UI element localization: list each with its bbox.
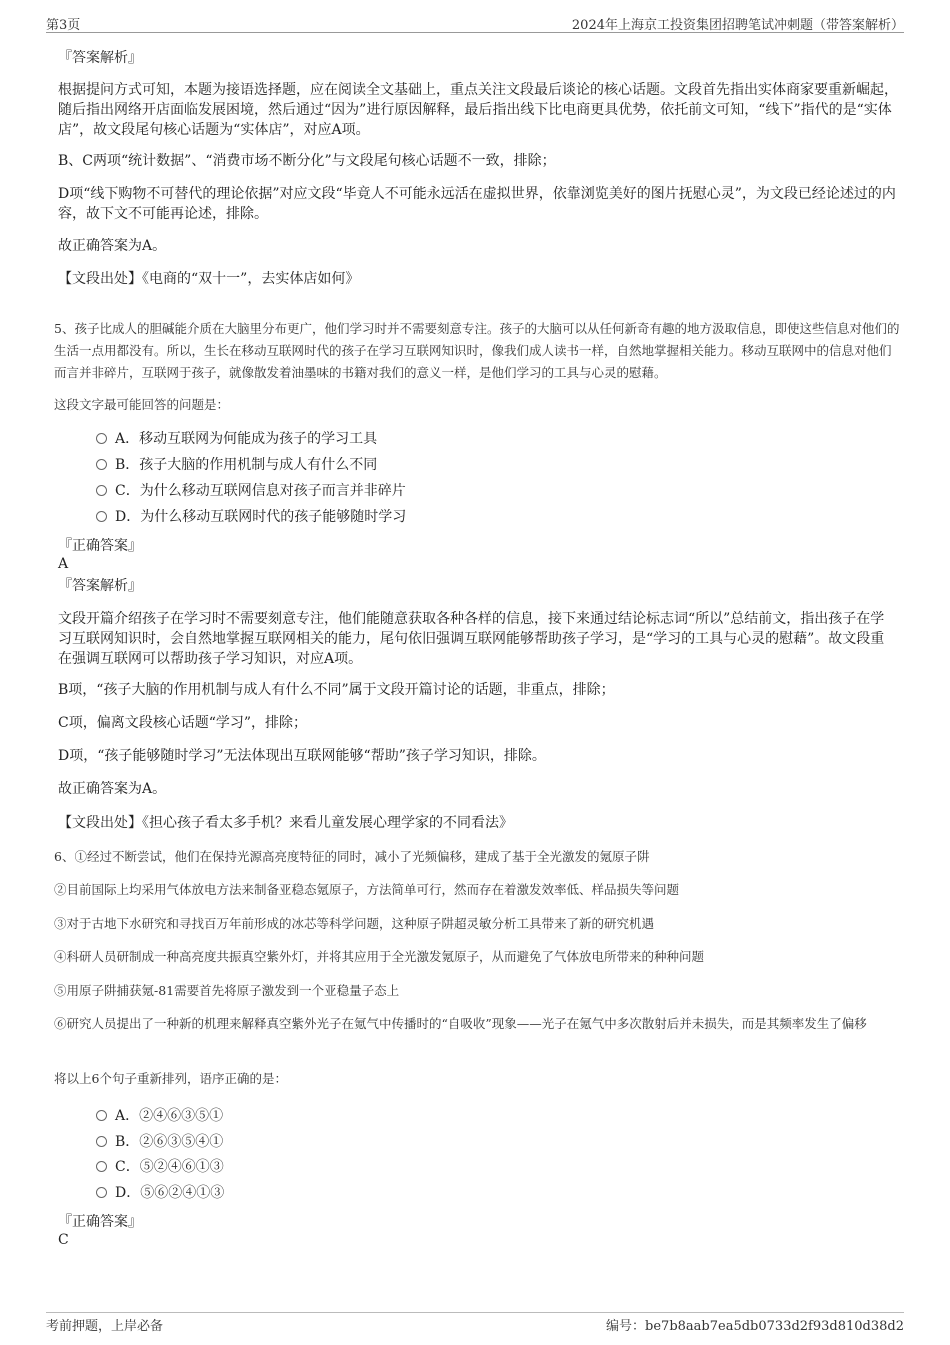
q6-sentence-2: ②目前国际上均采用气体放电方法来制备亚稳态氪原子，方法简单可行，然而存在着激发效率低、样品损失等问题 — [54, 882, 680, 897]
q5-answer-label: 『正确答案』 — [58, 538, 142, 554]
q4-analysis-p1: 根据提问方式可知，本题为接语选择题，应在阅读全文基础上，重点关注文段最后谈论的核心话题。文段首先指出实体商家要重新崛起，随后指出网络开店面临发展困境，然后通过“因为”进行原因解释，最后指出线下比电商更具优势，依托前文可知，“线下”指代的是“实体店”，故文段尾句核心话题为“实体店”，对应A项。 — [58, 82, 898, 138]
q4-source: 【文段出处】《电商的“双十一”，去实体店如何》 — [58, 271, 360, 287]
radio-icon[interactable] — [96, 1187, 107, 1198]
q6-option-d[interactable]: D．⑤⑥②④①③ — [96, 1183, 224, 1203]
footer-slogan: 考前押题，上岸必备 — [46, 1319, 164, 1334]
q5-analysis-label: 『答案解析』 — [58, 578, 142, 594]
q5-answer: A — [58, 556, 69, 572]
q6-sentence-3: ③对于古地下水研究和寻找百万年前形成的冰芯等科学问题，这种原子阱超灵敏分析工具带来了新的研究机遇 — [54, 916, 655, 931]
page-number: 第3页 — [46, 18, 81, 33]
q6-option-a[interactable]: A．②④⑥③⑤① — [96, 1106, 223, 1126]
q5-source: 【文段出处】《担心孩子看太多手机？来看儿童发展心理学家的不同看法》 — [58, 815, 513, 831]
document-id: 编号：be7b8aab7ea5db0733d2f93d810d38d2 — [606, 1319, 904, 1334]
q6-option-b[interactable]: B．②⑥③⑤④① — [96, 1132, 223, 1152]
q6-sentence-1: 6、①经过不断尝试，他们在保持光源高亮度特征的同时，减小了光频偏移，建成了基于全光激发的氪原子阱 — [54, 849, 650, 864]
q4-analysis-label: 『答案解析』 — [58, 50, 142, 66]
page-header — [46, 12, 904, 33]
page-footer — [46, 1312, 904, 1339]
document-title: 2024年上海京工投资集团招聘笔试冲刺题（带答案解析） — [571, 18, 904, 33]
q5-option-d[interactable]: D．为什么移动互联网时代的孩子能够随时学习 — [96, 507, 406, 527]
q5-option-a[interactable]: A．移动互联网为何能成为孩子的学习工具 — [96, 429, 377, 449]
q5-analysis-p3: C项，偏离文段核心话题“学习”，排除； — [58, 715, 308, 731]
q5-option-c[interactable]: C．为什么移动互联网信息对孩子而言并非碎片 — [96, 481, 406, 501]
q6-option-c[interactable]: C．⑤②④⑥①③ — [96, 1157, 224, 1177]
radio-icon[interactable] — [96, 1110, 107, 1121]
q4-analysis-p3: D项“线下购物不可替代的理论依据”对应文段“毕竟人不可能永远活在虚拟世界，依靠浏览美好的图片抚慰心灵”，为文段已经论述过的内容，故下文不可能再论述，排除。 — [58, 186, 896, 222]
q5-stem: 5、孩子比成人的胆碱能介质在大脑里分布更广，他们学习时并不需要刻意专注。孩子的大脑可以从任何新奇有趣的地方汲取信息，即使这些信息对他们的生活一点用都没有。所以，生长在移动互联网时代的孩子在学习互联网知识时，像我们成人读书一样，自然地掌握相关能力。移动互联网中的信息对他们而言并非碎片，互联网于孩子，就像散发着油墨味的书籍对我们的意义一样，是他们学习的工具与心灵的慰藉。 — [54, 321, 900, 380]
q4-analysis-p2: B、C两项“统计数据”、“消费市场不断分化”与文段尾句核心话题不一致，排除； — [58, 153, 556, 169]
q5-analysis-p2: B项，“孩子大脑的作用机制与成人有什么不同”属于文段开篇讨论的话题，非重点，排除； — [58, 682, 615, 698]
q5-analysis-p1: 文段开篇介绍孩子在学习时不需要刻意专注，他们能随意获取各种各样的信息，接下来通过结论标志词“所以”总结前文，指出孩子在学习互联网知识时，会自然地掌握互联网相关的能力，尾句依旧强调互联网能够帮助孩子学习，是“学习的工具与心灵的慰藉”。故文段重在强调互联网可以帮助孩子学习知识，对应A项。 — [58, 611, 885, 667]
radio-icon[interactable] — [96, 485, 107, 496]
q6-sentence-5: ⑤用原子阱捕获氪-81需要首先将原子激发到一个亚稳量子态上 — [54, 983, 400, 998]
q6-sentence-4: ④科研人员研制成一种高亮度共振真空紫外灯，并将其应用于全光激发氪原子，从而避免了气体放电所带来的种种问题 — [54, 949, 705, 964]
radio-icon[interactable] — [96, 1136, 107, 1147]
q4-conclusion: 故正确答案为A。 — [58, 238, 167, 254]
q6-answer-label: 『正确答案』 — [58, 1214, 142, 1230]
radio-icon[interactable] — [96, 433, 107, 444]
q6-sentence-6: ⑥研究人员提出了一种新的机理来解释真空紫外光子在氪气中传播时的“自吸收”现象——光子在氪气中多次散射后并未损失，而是其频率发生了偏移 — [54, 1016, 867, 1031]
q5-analysis-p4: D项，“孩子能够随时学习”无法体现出互联网能够“帮助”孩子学习知识，排除。 — [58, 748, 546, 764]
q5-conclusion: 故正确答案为A。 — [58, 781, 167, 797]
radio-icon[interactable] — [96, 511, 107, 522]
radio-icon[interactable] — [96, 459, 107, 470]
q5-option-b[interactable]: B．孩子大脑的作用机制与成人有什么不同 — [96, 455, 377, 475]
radio-icon[interactable] — [96, 1161, 107, 1172]
q6-answer: C — [58, 1232, 69, 1248]
q6-question: 将以上6个句子重新排列，语序正确的是： — [54, 1071, 287, 1086]
q5-question: 这段文字最可能回答的问题是： — [54, 397, 230, 412]
